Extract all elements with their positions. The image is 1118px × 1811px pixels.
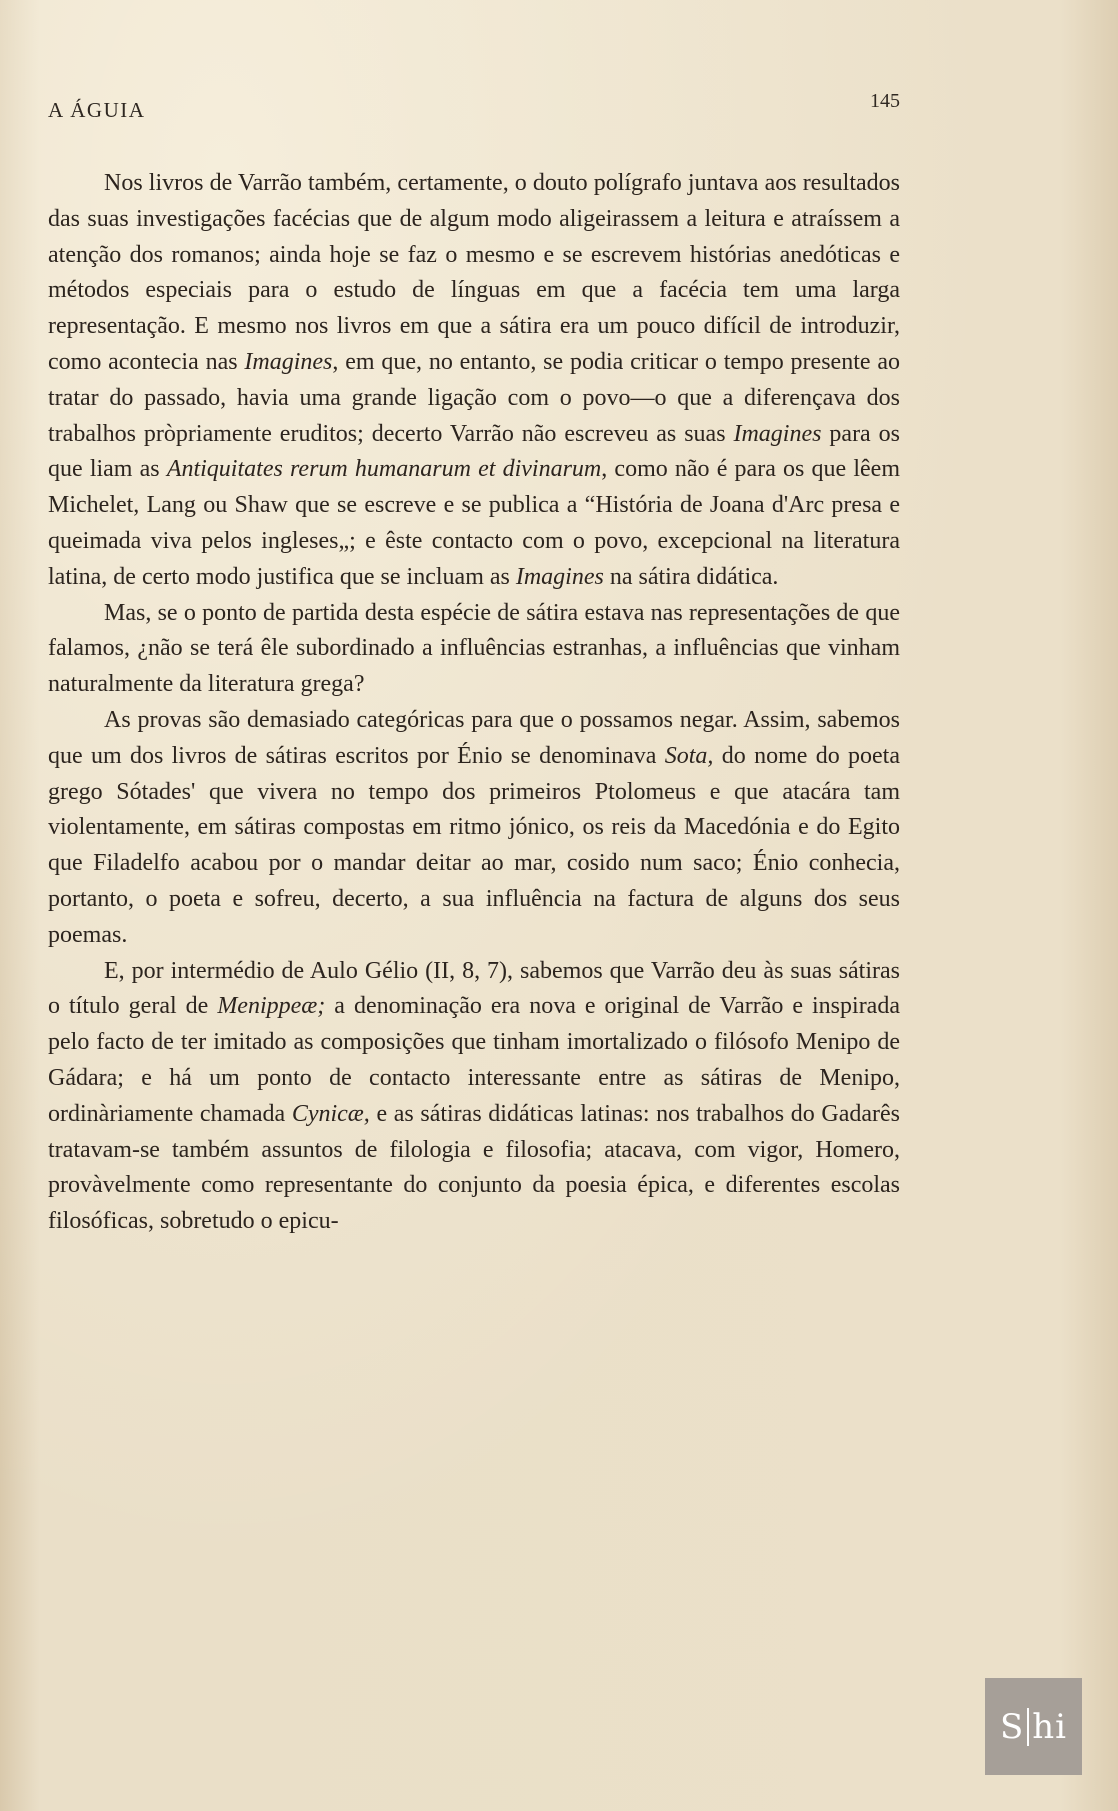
paragraph-3 (48, 703, 900, 954)
text-run: para os que liam as (48, 420, 900, 483)
page-number: 145 (870, 90, 900, 112)
paragraph-1 (48, 166, 900, 596)
text-run: na sátira didática. (603, 563, 779, 590)
text-run: Nos livros de Varrão também, certamente, o douto polígrafo juntava aos resultados das suas investigações facécias que de algum modo aligeirassem a leitura e atraíssem a atenção dos romanos; ainda hoje se faz o mesmo e se escrevem histórias anedóticas e métodos especiais para o estudo de línguas em que a facécia tem uma larga representação. E mesmo nos livros em que a sátira era um pouco difícil de introduzir, como acontecia nas (48, 170, 900, 375)
text-run: e as sátiras didáticas latinas: nos trabalhos do Gadarês tratavam-se também assuntos de filologia e filosofia; atacava, com vigor, Homero, provàvelmente como representante do conjunto da poesia épica, e diferentes escolas filosóficas, sobretudo o epicu- (48, 1100, 900, 1235)
paragraph-4 (48, 954, 900, 1240)
italic-title: Sota, (664, 742, 714, 769)
italic-title: Antiquitates rerum humanarum et divinarum (166, 456, 602, 483)
text-run: a denominação era nova e original de Varrão e inspirada pelo facto de ter imitado as composições que tinham imortalizado o filósofo Menipo de Gádara; e há um ponto de contacto interessante entre as sátiras de Menipo, ordinàriamente chamada (48, 993, 900, 1127)
library-logo-icon (985, 1678, 1082, 1775)
logo-text-left: S (999, 1706, 1025, 1747)
italic-title: Imagines (733, 420, 822, 447)
running-title: A ÁGUIA (48, 98, 146, 122)
italic-title: Imagines (515, 563, 604, 590)
text-run: , em que, no entanto, se podia criticar o tempo presente ao tratar do passado, havia uma grande ligação com o povo—o que a diferençava dos trabalhos pròpriamente eruditos; decerto Varrão não escreveu as suas (48, 348, 900, 447)
text-run: do nome do poeta grego Sótades' que vivera no tempo dos primeiros Ptolomeus e que atacára tam violentamente, em sátiras compostas em ritmo jónico, os reis da Macedónia e do Egito que Filadelfo acabou por o mandar deitar ao mar, cosido num saco; Énio conhecia, portanto, o poeta e sofreu, decerto, a sua influência na factura de alguns dos seus poemas. (48, 742, 900, 948)
paragraph-2: Mas, se o ponto de partida desta espécie de sátira estava nas representações de que falamos, ¿não se terá êle subordinado a influências estranhas, a influências que vinham naturalmente da literatura grega? (48, 599, 900, 698)
logo-bar (1027, 1708, 1029, 1746)
text-run: As provas são demasiado categóricas para que o possamos negar. Assim, sabemos que um dos livros de sátiras escritos por Énio se denominava (48, 706, 900, 769)
italic-title: Cynicæ, (291, 1100, 370, 1127)
text-run: , como não é para os que lêem Michelet, Lang ou Shaw que se escreve e se publica a “História de Joana d'Arc presa e queimada viva pelos ingleses„; e êste contacto com o povo, excepcional na literatura latina, de certo modo justifica que se incluam as (48, 456, 900, 590)
italic-title: Imagines (244, 348, 333, 375)
body-text (48, 166, 900, 1240)
logo-text-right: hi (1032, 1706, 1068, 1747)
italic-title: Menippeæ; (217, 993, 326, 1020)
text-run: E, por intermédio de Aulo Gélio (II, 8, 7), sabemos que Varrão deu às suas sátiras o título geral de (48, 957, 900, 1020)
